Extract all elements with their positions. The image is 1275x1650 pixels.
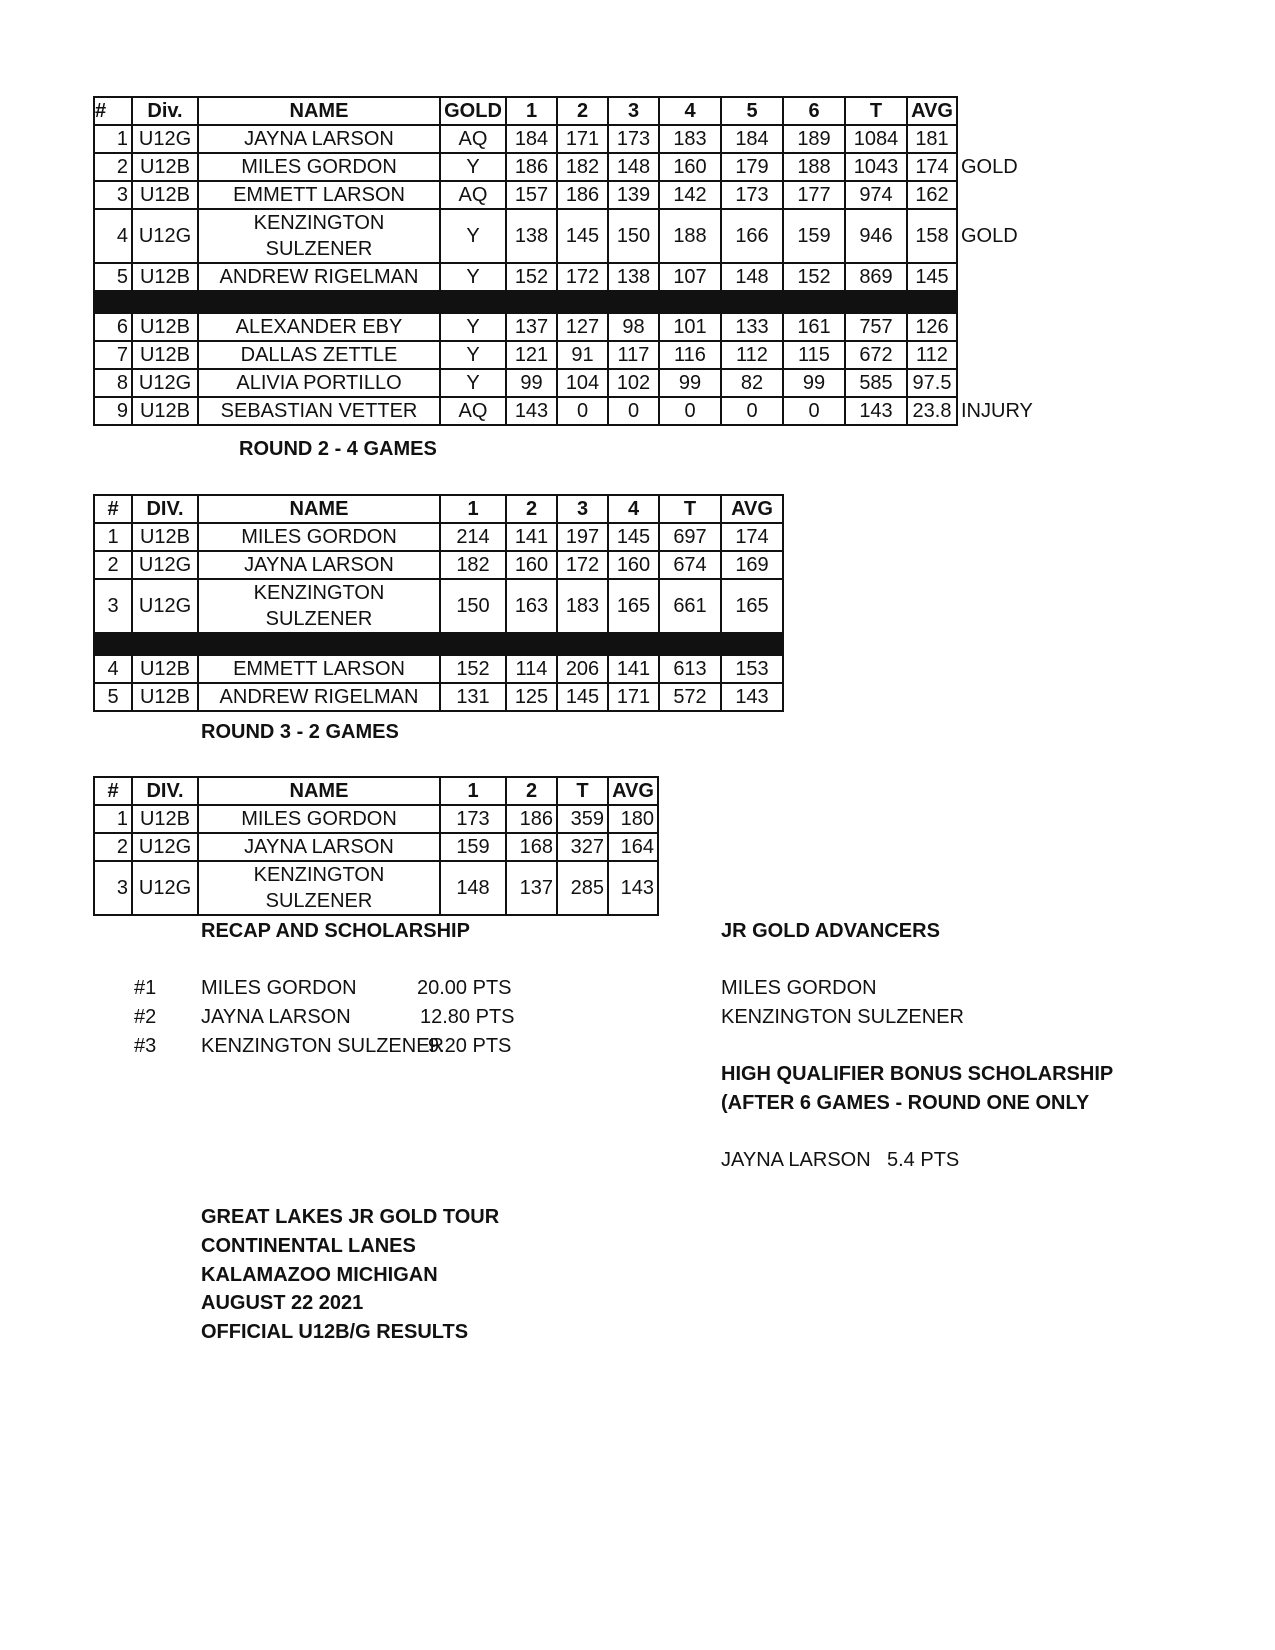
rank-cell: 8 — [94, 369, 132, 397]
note-cell — [957, 313, 1033, 341]
game-score-cell: 142 — [659, 181, 721, 209]
round2-header-row — [94, 495, 783, 523]
separator-cell — [506, 633, 557, 655]
game-score-cell: 99 — [506, 369, 557, 397]
game-score-cell: 137 — [506, 313, 557, 341]
recap-title: RECAP AND SCHOLARSHIP — [201, 920, 470, 942]
game-score-cell: 117 — [608, 341, 659, 369]
separator-cell — [198, 291, 440, 313]
avg-cell: 162 — [907, 181, 957, 209]
game-score-cell: 160 — [506, 551, 557, 579]
game-score-cell: 172 — [557, 551, 608, 579]
separator-cell — [845, 291, 907, 313]
rank-cell: 4 — [94, 655, 132, 683]
table-row — [94, 805, 658, 833]
separator-cell — [94, 291, 132, 313]
table-row — [94, 153, 1033, 181]
table-row — [94, 397, 1033, 425]
game-score-cell: 121 — [506, 341, 557, 369]
game-score-cell: 152 — [440, 655, 506, 683]
rank-cell: 5 — [94, 683, 132, 711]
separator-cell — [608, 291, 659, 313]
round1-header: 5 — [721, 97, 783, 125]
round1-note-spacer — [957, 97, 1033, 125]
game-score-cell: 148 — [608, 153, 659, 181]
table-row — [94, 833, 658, 861]
footer-line: CONTINENTAL LANES — [201, 1235, 416, 1257]
gold-cell: AQ — [440, 397, 506, 425]
game-score-cell: 0 — [659, 397, 721, 425]
game-score-cell: 157 — [506, 181, 557, 209]
round3-header: 1 — [440, 777, 506, 805]
game-score-cell: 186 — [557, 181, 608, 209]
round2-title: ROUND 2 - 4 GAMES — [239, 438, 437, 460]
div-cell: U12B — [132, 263, 198, 291]
game-score-cell: 114 — [506, 655, 557, 683]
table-row — [94, 523, 783, 551]
game-score-cell: 177 — [783, 181, 845, 209]
table-row — [94, 683, 783, 711]
recap-pts: 20.00 PTS — [417, 977, 512, 999]
name-cell: EMMETT LARSON — [198, 181, 440, 209]
game-score-cell: 143 — [506, 397, 557, 425]
game-score-cell: 131 — [440, 683, 506, 711]
rank-cell: 2 — [94, 153, 132, 181]
name-cell: EMMETT LARSON — [198, 655, 440, 683]
round3-header: DIV. — [132, 777, 198, 805]
game-score-cell: 188 — [659, 209, 721, 263]
total-cell: 285 — [557, 861, 608, 915]
gold-cell: Y — [440, 369, 506, 397]
recap-name: KENZINGTON SULZENER — [201, 1035, 444, 1057]
game-score-cell: 173 — [440, 805, 506, 833]
avg-cell: 181 — [907, 125, 957, 153]
advancer-name: KENZINGTON SULZENER — [721, 1006, 964, 1028]
total-cell: 974 — [845, 181, 907, 209]
separator-cell — [198, 633, 440, 655]
round2-header: NAME — [198, 495, 440, 523]
round1-header-row — [94, 97, 1033, 125]
recap-name: JAYNA LARSON — [201, 1006, 351, 1028]
note-cell — [957, 125, 1033, 153]
total-cell: 869 — [845, 263, 907, 291]
game-score-cell: 138 — [506, 209, 557, 263]
div-cell: U12G — [132, 551, 198, 579]
round3-header: # — [94, 777, 132, 805]
table-row — [94, 341, 1033, 369]
recap-pts: 12.80 PTS — [420, 1006, 515, 1028]
avg-cell: 165 — [721, 579, 783, 633]
name-cell: DALLAS ZETTLE — [198, 341, 440, 369]
round3-header: AVG — [608, 777, 658, 805]
table-row — [94, 369, 1033, 397]
total-cell: 1084 — [845, 125, 907, 153]
game-score-cell: 152 — [783, 263, 845, 291]
game-score-cell: 159 — [440, 833, 506, 861]
div-cell: U12B — [132, 683, 198, 711]
total-cell: 1043 — [845, 153, 907, 181]
round2-table — [93, 494, 784, 712]
game-score-cell: 183 — [659, 125, 721, 153]
avg-cell: 23.8 — [907, 397, 957, 425]
avg-cell: 153 — [721, 655, 783, 683]
game-score-cell: 115 — [783, 341, 845, 369]
game-score-cell: 101 — [659, 313, 721, 341]
avg-cell: 145 — [907, 263, 957, 291]
avg-cell: 158 — [907, 209, 957, 263]
div-cell: U12B — [132, 655, 198, 683]
name-cell: ANDREW RIGELMAN — [198, 263, 440, 291]
gold-cell: Y — [440, 263, 506, 291]
game-score-cell: 173 — [608, 125, 659, 153]
game-score-cell: 197 — [557, 523, 608, 551]
game-score-cell: 214 — [440, 523, 506, 551]
game-score-cell: 148 — [721, 263, 783, 291]
total-cell: 757 — [845, 313, 907, 341]
rank-cell: 4 — [94, 209, 132, 263]
avg-cell: 126 — [907, 313, 957, 341]
round1-header: NAME — [198, 97, 440, 125]
game-score-cell: 148 — [440, 861, 506, 915]
game-score-cell: 139 — [608, 181, 659, 209]
separator-cell — [506, 291, 557, 313]
note-cell — [957, 369, 1033, 397]
game-score-cell: 145 — [557, 683, 608, 711]
div-cell: U12B — [132, 153, 198, 181]
name-cell: ALIVIA PORTILLO — [198, 369, 440, 397]
note-cell — [957, 341, 1033, 369]
separator-cell — [608, 633, 659, 655]
div-cell: U12B — [132, 397, 198, 425]
table-row — [94, 263, 1033, 291]
gold-cell: Y — [440, 209, 506, 263]
game-score-cell: 102 — [608, 369, 659, 397]
game-score-cell: 186 — [506, 805, 557, 833]
footer-line: OFFICIAL U12B/G RESULTS — [201, 1321, 469, 1343]
game-score-cell: 125 — [506, 683, 557, 711]
round1-header: Div. — [132, 97, 198, 125]
round1-body — [94, 125, 1033, 425]
total-cell: 572 — [659, 683, 721, 711]
game-score-cell: 133 — [721, 313, 783, 341]
separator-cell — [721, 633, 783, 655]
separator-cell — [659, 633, 721, 655]
div-cell: U12G — [132, 579, 198, 633]
name-cell: SEBASTIAN VETTER — [198, 397, 440, 425]
round1-header: GOLD — [440, 97, 506, 125]
round2-header: 3 — [557, 495, 608, 523]
game-score-cell: 98 — [608, 313, 659, 341]
separator-cell — [132, 291, 198, 313]
avg-cell: 180 — [608, 805, 658, 833]
rank-cell: 3 — [94, 181, 132, 209]
separator-spacer — [957, 291, 1033, 313]
game-score-cell: 141 — [506, 523, 557, 551]
total-cell: 672 — [845, 341, 907, 369]
round1-header: AVG — [907, 97, 957, 125]
name-cell: JAYNA LARSON — [198, 551, 440, 579]
game-score-cell: 182 — [557, 153, 608, 181]
round1-header: 1 — [506, 97, 557, 125]
total-cell: 674 — [659, 551, 721, 579]
game-score-cell: 172 — [557, 263, 608, 291]
footer-line: AUGUST 22 2021 — [201, 1292, 364, 1314]
table-row — [94, 125, 1033, 153]
avg-cell: 174 — [721, 523, 783, 551]
name-cell: MILES GORDON — [198, 805, 440, 833]
round1-table — [93, 96, 1034, 426]
game-score-cell: 104 — [557, 369, 608, 397]
div-cell: U12B — [132, 341, 198, 369]
advancers-title: JR GOLD ADVANCERS — [721, 920, 940, 942]
table-row — [94, 655, 783, 683]
game-score-cell: 163 — [506, 579, 557, 633]
game-score-cell: 189 — [783, 125, 845, 153]
round1-header: # — [94, 97, 132, 125]
div-cell: U12B — [132, 181, 198, 209]
rank-cell: 3 — [94, 579, 132, 633]
gold-cell: AQ — [440, 125, 506, 153]
total-cell: 613 — [659, 655, 721, 683]
gold-cell: Y — [440, 341, 506, 369]
name-cell: KENZINGTON SULZENER — [198, 861, 440, 915]
round3-header: NAME — [198, 777, 440, 805]
game-score-cell: 82 — [721, 369, 783, 397]
note-cell: GOLD — [961, 156, 1018, 178]
game-score-cell: 160 — [659, 153, 721, 181]
game-score-cell: 145 — [557, 209, 608, 263]
round2-header: # — [94, 495, 132, 523]
avg-cell: 143 — [608, 861, 658, 915]
footer-line: GREAT LAKES JR GOLD TOUR — [201, 1206, 500, 1228]
rank-cell: 5 — [94, 263, 132, 291]
separator-cell — [440, 633, 506, 655]
round1-header: 6 — [783, 97, 845, 125]
div-cell: U12G — [132, 369, 198, 397]
game-score-cell: 150 — [608, 209, 659, 263]
total-cell: 697 — [659, 523, 721, 551]
round3-table — [93, 776, 659, 916]
rank-cell: 3 — [94, 861, 132, 915]
table-row — [94, 313, 1033, 341]
round3-header: T — [557, 777, 608, 805]
round3-header: 2 — [506, 777, 557, 805]
round2-header: T — [659, 495, 721, 523]
separator-cell — [94, 633, 132, 655]
game-score-cell: 107 — [659, 263, 721, 291]
rank-cell: 2 — [94, 833, 132, 861]
game-score-cell: 168 — [506, 833, 557, 861]
avg-cell: 143 — [721, 683, 783, 711]
total-cell: 946 — [845, 209, 907, 263]
avg-cell: 169 — [721, 551, 783, 579]
div-cell: U12G — [132, 861, 198, 915]
round2-header: 1 — [440, 495, 506, 523]
name-cell: JAYNA LARSON — [198, 833, 440, 861]
table-row — [94, 181, 1033, 209]
game-score-cell: 138 — [608, 263, 659, 291]
separator-cell — [907, 291, 957, 313]
game-score-cell: 145 — [608, 523, 659, 551]
game-score-cell: 182 — [440, 551, 506, 579]
div-cell: U12B — [132, 313, 198, 341]
game-score-cell: 165 — [608, 579, 659, 633]
game-score-cell: 184 — [506, 125, 557, 153]
round2-separator-row — [94, 633, 783, 655]
bonus-title-line2: (AFTER 6 GAMES - ROUND ONE ONLY — [721, 1092, 1090, 1114]
bonus-title-line1: HIGH QUALIFIER BONUS SCHOLARSHIP — [721, 1063, 1114, 1085]
avg-cell: 97.5 — [907, 369, 957, 397]
name-cell: ALEXANDER EBY — [198, 313, 440, 341]
game-score-cell: 150 — [440, 579, 506, 633]
round1-separator-row — [94, 291, 1033, 313]
name-cell: MILES GORDON — [198, 523, 440, 551]
separator-cell — [557, 633, 608, 655]
total-cell: 327 — [557, 833, 608, 861]
note-cell: GOLD — [961, 225, 1018, 247]
total-cell: 359 — [557, 805, 608, 833]
div-cell: U12G — [132, 125, 198, 153]
rank-cell: 7 — [94, 341, 132, 369]
game-score-cell: 159 — [783, 209, 845, 263]
recap-name: MILES GORDON — [201, 977, 357, 999]
bonus-pts: 5.4 PTS — [887, 1149, 960, 1171]
recap-place: #3 — [134, 1035, 157, 1057]
round3-title: ROUND 3 - 2 GAMES — [201, 721, 399, 743]
avg-cell: 174 — [907, 153, 957, 181]
total-cell: 143 — [845, 397, 907, 425]
game-score-cell: 152 — [506, 263, 557, 291]
div-cell: U12G — [132, 209, 198, 263]
round2-body — [94, 523, 783, 711]
note-cell — [957, 263, 1033, 291]
div-cell: U12B — [132, 805, 198, 833]
name-cell: JAYNA LARSON — [198, 125, 440, 153]
game-score-cell: 137 — [506, 861, 557, 915]
rank-cell: 1 — [94, 805, 132, 833]
gold-cell: AQ — [440, 181, 506, 209]
rank-cell: 9 — [94, 397, 132, 425]
round3-header-row — [94, 777, 658, 805]
recap-place: #2 — [134, 1006, 157, 1028]
div-cell: U12B — [132, 523, 198, 551]
game-score-cell: 161 — [783, 313, 845, 341]
round2-header: DIV. — [132, 495, 198, 523]
avg-cell: 164 — [608, 833, 658, 861]
game-score-cell: 99 — [659, 369, 721, 397]
game-score-cell: 141 — [608, 655, 659, 683]
round2-header: 4 — [608, 495, 659, 523]
gold-cell: Y — [440, 313, 506, 341]
game-score-cell: 186 — [506, 153, 557, 181]
round2-header: 2 — [506, 495, 557, 523]
footer-line: KALAMAZOO MICHIGAN — [201, 1264, 438, 1286]
game-score-cell: 171 — [557, 125, 608, 153]
rank-cell: 1 — [94, 523, 132, 551]
separator-cell — [659, 291, 721, 313]
table-row — [94, 551, 783, 579]
round3-body — [94, 805, 658, 915]
total-cell: 661 — [659, 579, 721, 633]
round2-header: AVG — [721, 495, 783, 523]
table-row — [94, 861, 658, 915]
game-score-cell: 183 — [557, 579, 608, 633]
separator-cell — [440, 291, 506, 313]
game-score-cell: 184 — [721, 125, 783, 153]
recap-place: #1 — [134, 977, 157, 999]
game-score-cell: 0 — [721, 397, 783, 425]
game-score-cell: 91 — [557, 341, 608, 369]
game-score-cell: 173 — [721, 181, 783, 209]
game-score-cell: 127 — [557, 313, 608, 341]
name-cell: KENZINGTON SULZENER — [198, 209, 440, 263]
round1-header: 3 — [608, 97, 659, 125]
recap-pts: 9.20 PTS — [428, 1035, 512, 1057]
game-score-cell: 160 — [608, 551, 659, 579]
advancer-name: MILES GORDON — [721, 977, 877, 999]
round1-header: T — [845, 97, 907, 125]
name-cell: KENZINGTON SULZENER — [198, 579, 440, 633]
game-score-cell: 166 — [721, 209, 783, 263]
game-score-cell: 188 — [783, 153, 845, 181]
game-score-cell: 116 — [659, 341, 721, 369]
gold-cell: Y — [440, 153, 506, 181]
game-score-cell: 179 — [721, 153, 783, 181]
game-score-cell: 0 — [783, 397, 845, 425]
game-score-cell: 99 — [783, 369, 845, 397]
separator-cell — [783, 291, 845, 313]
game-score-cell: 0 — [608, 397, 659, 425]
name-cell: MILES GORDON — [198, 153, 440, 181]
separator-cell — [132, 633, 198, 655]
total-cell: 585 — [845, 369, 907, 397]
rank-cell: 1 — [94, 125, 132, 153]
table-row — [94, 579, 783, 633]
bonus-name: JAYNA LARSON — [721, 1149, 871, 1171]
rank-cell: 6 — [94, 313, 132, 341]
game-score-cell: 112 — [721, 341, 783, 369]
game-score-cell: 171 — [608, 683, 659, 711]
separator-cell — [557, 291, 608, 313]
separator-cell — [721, 291, 783, 313]
note-cell: INJURY — [961, 400, 1033, 422]
rank-cell: 2 — [94, 551, 132, 579]
note-cell — [957, 181, 1033, 209]
game-score-cell: 206 — [557, 655, 608, 683]
round1-header: 4 — [659, 97, 721, 125]
avg-cell: 112 — [907, 341, 957, 369]
table-row — [94, 209, 1033, 263]
name-cell: ANDREW RIGELMAN — [198, 683, 440, 711]
div-cell: U12G — [132, 833, 198, 861]
round1-header: 2 — [557, 97, 608, 125]
game-score-cell: 0 — [557, 397, 608, 425]
